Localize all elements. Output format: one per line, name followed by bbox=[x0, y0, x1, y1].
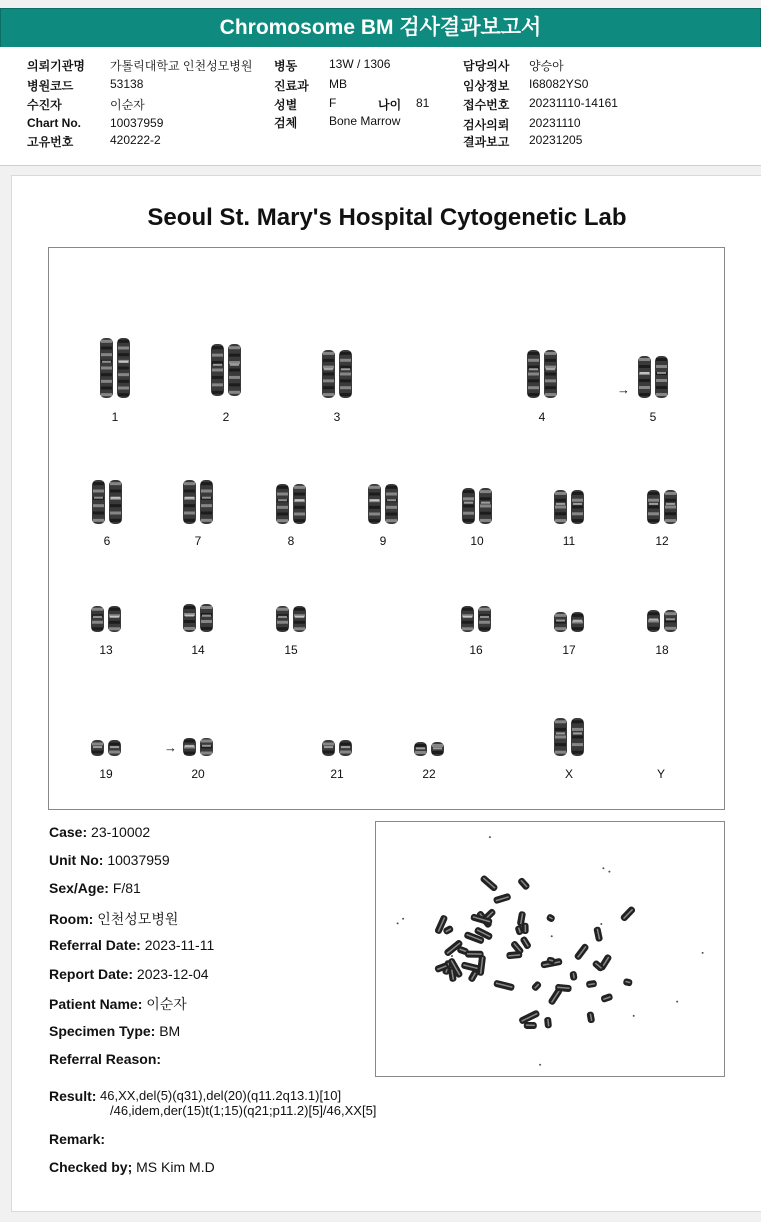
header-label: 나이 bbox=[378, 98, 402, 112]
chromosome-pair-17 bbox=[554, 612, 584, 632]
chromosome-pair-12 bbox=[647, 490, 677, 524]
chromosome-pair-19 bbox=[91, 740, 121, 756]
chromosome-pair-4 bbox=[527, 350, 557, 398]
patient-name-value: 이순자 bbox=[146, 996, 187, 1012]
header-label: 병원코드 bbox=[27, 79, 74, 93]
header-value: 이순자 bbox=[110, 98, 145, 112]
header-value: 10037959 bbox=[110, 116, 164, 130]
report-date-field bbox=[49, 966, 209, 982]
referral-reason-field bbox=[49, 1051, 161, 1067]
result-label: Result: bbox=[49, 1088, 97, 1104]
header-value: MB bbox=[329, 77, 347, 91]
chromosome-label: 1 bbox=[111, 410, 119, 424]
header-label: 진료과 bbox=[274, 79, 309, 93]
field-label: Specimen Type: bbox=[49, 1023, 156, 1039]
result-line: /46,idem,der(15)t(1;15)(q21;p11.2)[5]/46,XX[5] bbox=[110, 1103, 377, 1118]
report-date-value: 2023-12-04 bbox=[136, 966, 209, 982]
header-label: 담당의사 bbox=[463, 59, 510, 73]
header-label: 검체 bbox=[274, 116, 298, 130]
field-label: Referral Reason: bbox=[49, 1051, 162, 1067]
karyogram-panel bbox=[48, 247, 725, 810]
chromosome-label: 13 bbox=[99, 643, 113, 657]
unit-field bbox=[49, 852, 170, 868]
chromosome-label: 2 bbox=[222, 410, 230, 424]
chromosome-pair-18 bbox=[647, 610, 677, 632]
field-label: Referral Date: bbox=[49, 937, 141, 953]
remark-field bbox=[49, 1131, 105, 1147]
chromosome-label: 15 bbox=[284, 643, 298, 657]
chromosome-pair-2 bbox=[211, 344, 241, 396]
chromosome-label: 17 bbox=[562, 643, 576, 657]
chromosome-pair-8 bbox=[276, 484, 306, 524]
header-label: 검사의뢰 bbox=[463, 118, 510, 132]
header-label: 성별 bbox=[274, 98, 298, 112]
field-label: Patient Name: bbox=[49, 996, 143, 1012]
referral-date-value: 2023-11-11 bbox=[144, 937, 215, 953]
header-value: 420222-2 bbox=[110, 133, 161, 147]
header-label: 임상정보 bbox=[463, 79, 510, 93]
chromosome-label: 18 bbox=[655, 643, 669, 657]
chromosome-pair-22 bbox=[414, 742, 444, 756]
patient-info-header bbox=[0, 47, 761, 166]
chromosome-pair-10 bbox=[462, 488, 492, 524]
header-value: F bbox=[329, 96, 337, 110]
field-label: Room: bbox=[49, 911, 94, 927]
chromosome-label: Y bbox=[656, 767, 665, 781]
chromosome-label: 21 bbox=[330, 767, 344, 781]
case-field bbox=[49, 824, 150, 840]
header-value: 20231110-14161 bbox=[529, 96, 618, 110]
sexage-field bbox=[49, 880, 141, 896]
chromosome-label: 7 bbox=[194, 534, 202, 548]
header-label: 수진자 bbox=[27, 98, 62, 112]
chromosome-label: 19 bbox=[99, 767, 113, 781]
chromosome-pair-16 bbox=[461, 606, 491, 632]
chromosome-label: 5 bbox=[649, 410, 657, 424]
chromosome-label: 12 bbox=[655, 534, 669, 548]
chromosome-label: 9 bbox=[379, 534, 387, 548]
header-value: 20231205 bbox=[529, 133, 583, 147]
header-value: 81 bbox=[416, 96, 430, 110]
chromosome-pair-9 bbox=[368, 484, 398, 524]
chromosome-pair-20 bbox=[183, 738, 213, 756]
lab-title: Seoul St. Mary's Hospital Cytogenetic Lab bbox=[147, 204, 627, 231]
result-karyotype bbox=[100, 1088, 376, 1118]
specimen-type-field bbox=[49, 1023, 180, 1039]
karyotype-report bbox=[11, 175, 761, 1212]
referral-date-field bbox=[49, 937, 214, 953]
result-line: 46,XX,del(5)(q31),del(20)(q11.2q13.1)[10] bbox=[100, 1088, 342, 1103]
chromosome-label: 14 bbox=[191, 643, 205, 657]
chromosome-label: 16 bbox=[469, 643, 483, 657]
chromosome-label: 11 bbox=[562, 534, 576, 548]
header-label: 접수번호 bbox=[463, 98, 510, 112]
chromosome-pair-6 bbox=[92, 480, 122, 524]
patient-name-field bbox=[49, 994, 187, 1014]
header-label: 결과보고 bbox=[463, 135, 510, 149]
chromosome-label: 20 bbox=[191, 767, 205, 781]
header-label: 병동 bbox=[274, 59, 298, 73]
chromosome-pair-1 bbox=[100, 338, 130, 398]
header-label: Chart No. bbox=[27, 116, 81, 130]
header-value: 가톨릭대학교 인천성모병원 bbox=[110, 59, 253, 73]
sexage-value: F/81 bbox=[112, 880, 141, 896]
unit-value: 10037959 bbox=[107, 852, 170, 868]
chromosome-label: 6 bbox=[103, 534, 111, 548]
header-value: I68082YS0 bbox=[529, 77, 589, 91]
header-value: 13W / 1306 bbox=[329, 57, 391, 71]
chromosome-pair-X bbox=[554, 718, 584, 756]
checked-by-field bbox=[49, 1159, 215, 1175]
field-label: Report Date: bbox=[49, 966, 134, 982]
header-value: 20231110 bbox=[529, 116, 581, 130]
field-label: Checked by; bbox=[49, 1159, 133, 1175]
chromosome-label: X bbox=[564, 767, 573, 781]
abnormality-arrow-icon: → bbox=[164, 740, 177, 755]
field-label: Sex/Age: bbox=[49, 880, 109, 896]
chromosome-pair-11 bbox=[554, 490, 584, 524]
chromosome-pair-14 bbox=[183, 604, 213, 632]
room-value: 인천성모병원 bbox=[97, 911, 179, 927]
specimen-type-value: BM bbox=[159, 1023, 181, 1039]
header-value: 양승아 bbox=[529, 59, 564, 73]
chromosome-pair-21 bbox=[322, 740, 352, 756]
field-label: Case: bbox=[49, 824, 88, 840]
case-value: 23-10002 bbox=[91, 824, 151, 840]
chromosome-pair-3 bbox=[322, 350, 352, 398]
chromosome-pair-15 bbox=[276, 606, 306, 632]
chromosome-label: 22 bbox=[422, 767, 436, 781]
chromosome-pair-7 bbox=[183, 480, 213, 524]
metaphase-image bbox=[375, 821, 725, 1077]
header-value: 53138 bbox=[110, 77, 144, 91]
report-banner-title: Chromosome BM 검사결과보고서 bbox=[0, 8, 761, 48]
field-label: Unit No: bbox=[49, 852, 104, 868]
chromosome-label: 8 bbox=[287, 534, 295, 548]
room-field bbox=[49, 909, 178, 929]
chromosome-label: 4 bbox=[538, 410, 546, 424]
header-label: 의뢰기관명 bbox=[27, 59, 85, 73]
abnormality-arrow-icon: → bbox=[617, 382, 630, 397]
chromosome-label: 10 bbox=[470, 534, 484, 548]
header-label: 고유번호 bbox=[27, 135, 74, 149]
chromosome-label: 3 bbox=[333, 410, 341, 424]
chromosome-pair-13 bbox=[91, 606, 121, 632]
checked-by-value: MS Kim M.D bbox=[136, 1159, 215, 1175]
field-label: Remark: bbox=[49, 1131, 106, 1147]
chromosome-pair-5 bbox=[638, 356, 668, 398]
header-value: Bone Marrow bbox=[329, 114, 401, 128]
